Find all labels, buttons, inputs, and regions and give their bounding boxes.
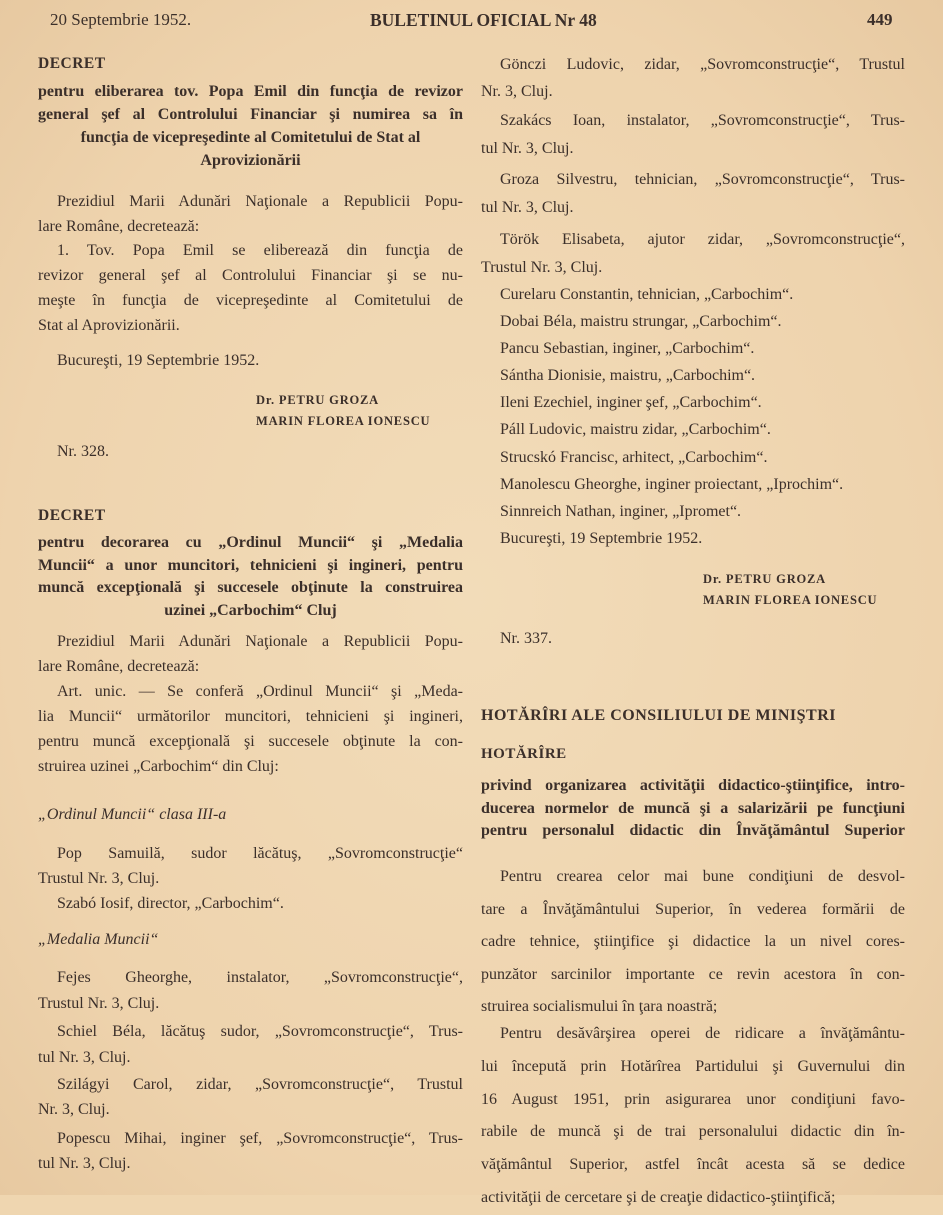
decree-1-signatures: [256, 390, 430, 432]
text-line: Groza Silvestru, tehnician, „Sovromconstrucţie“, Trus-: [500, 171, 905, 188]
decision-paragraph-2: [481, 1018, 905, 1215]
text-line: Szakács Ioan, instalator, „Sovromconstrucţie“, Trus-: [500, 112, 905, 129]
recipient-entry: [481, 226, 905, 282]
decree-2-signatures: [703, 569, 877, 611]
decree-2-title: [38, 532, 463, 600]
text-line: Manolescu Gheorghe, inginer proiectant, „Iprochim“.: [500, 475, 844, 493]
decree-2-number: Nr. 337.: [500, 630, 552, 647]
header-title: BULETINUL OFICIAL Nr 48: [370, 10, 597, 30]
recipient-entry: [38, 1072, 463, 1122]
text-line: Dr. PETRU GROZA: [256, 393, 380, 407]
text-line: Sinnreich Nathan, inginer, „Ipromet“.: [500, 502, 742, 520]
text-line: Strucskó Francisc, arhitect, „Carbochim“.: [500, 448, 768, 466]
page-number: 449: [867, 10, 893, 29]
text-line: tul Nr. 3, Cluj.: [481, 140, 574, 157]
medal-heading: „Medalia Muncii“: [38, 931, 159, 948]
decree-1-title: [38, 80, 463, 126]
text-line: muncă excepţională şi succesele obţinute la construirea: [38, 579, 463, 596]
decision-paragraph-1: [481, 861, 905, 1024]
text-line: Trustul Nr. 3, Cluj.: [38, 870, 160, 887]
text-line: văţământul Superior, astfel încât acesta să se dedice: [481, 1156, 905, 1174]
order-heading: „Ordinul Muncii“ clasa III-a: [38, 806, 227, 823]
text-line: Szilágyi Carol, zidar, „Sovromconstrucţie“, Trustul: [57, 1076, 463, 1093]
text-line: Török Elisabeta, ajutor zidar, „Sovromconstrucţie“,: [500, 231, 905, 248]
text-line: Trustul Nr. 3, Cluj.: [481, 259, 603, 276]
text-line: punzător sarcinilor importante ce revin acestora în con-: [481, 965, 905, 983]
text-line: Pentru desăvârşirea operei de ridicare a învăţământu-: [500, 1025, 905, 1042]
text-line: tul Nr. 3, Cluj.: [38, 1155, 131, 1172]
text-line: general şef al Controlului Financiar şi numirea sa în: [38, 106, 463, 123]
decree-1-article: [38, 238, 463, 338]
text-line: pentru eliberarea tov. Popa Emil din funcţia de revizor: [38, 83, 463, 100]
text-line: ducerea normelor de muncă şi a salarizării pe funcţiuni: [481, 799, 905, 817]
text-line: Trustul Nr. 3, Cluj.: [38, 995, 160, 1012]
text-line: lare Române, decretează:: [38, 658, 200, 675]
text-line: Muncii“ a unor muncitori, tehnicieni şi ingineri, pentru: [38, 556, 463, 574]
text-line: lare Române, decretează:: [38, 218, 200, 235]
text-line: Páll Ludovic, maistru zidar, „Carbochim“.: [500, 421, 771, 439]
decree-2-title-end: [38, 599, 463, 622]
header-date: 20 Septembrie 1952.: [50, 10, 192, 29]
text-line: Nr. 3, Cluj.: [481, 83, 553, 100]
text-line: Curelaru Constantin, tehnician, „Carbochim“.: [500, 286, 794, 303]
recipient-list: [500, 281, 843, 525]
text-line: Sántha Dionisie, maistru, „Carbochim“.: [500, 367, 756, 385]
text-line: MARIN FLOREA IONESCU: [703, 593, 878, 607]
text-line: tul Nr. 3, Cluj.: [38, 1049, 131, 1066]
recipient-entry: Szabó Iosif, director, „Carbochim“.: [57, 895, 284, 912]
text-line: Schiel Béla, lăcătuş sudor, „Sovromconstrucţie“, Trus-: [57, 1023, 463, 1040]
text-line: pentru decorarea cu „Ordinul Muncii“ şi „Medalia: [38, 534, 463, 551]
text-line: Prezidiul Marii Adunări Naţionale a Republicii Popu-: [57, 633, 463, 650]
text-line: pentru personalul didactic din Învăţământul Superior: [481, 822, 905, 839]
text-line: Pop Samuilă, sudor lăcătuş, „Sovromconstrucţie“: [57, 845, 463, 862]
decree-1-number: Nr. 328.: [57, 443, 109, 460]
decree-2-preamble: [38, 629, 463, 679]
decree-1-heading: DECRET: [38, 55, 106, 72]
text-line: Popescu Mihai, inginer şef, „Sovromconstrucţie“, Trus-: [57, 1130, 463, 1147]
text-line: Pentru crearea celor mai bune condiţiuni de desvol-: [500, 868, 905, 885]
text-line: privind organizarea activităţii didactico-ştiinţifice, intro-: [481, 777, 905, 794]
text-line: cadre tehnice, ştiinţifice şi didactice la un nivel cores-: [481, 933, 905, 950]
text-line: pentru muncă excepţională şi succesele obţinute la con-: [38, 733, 463, 750]
text-line: 16 August 1951, prin asigurarea unor condiţiuni favo-: [481, 1090, 905, 1108]
text-line: MARIN FLOREA IONESCU: [256, 414, 431, 428]
text-line: rabile de muncă şi de trai personalului didactic din în-: [481, 1123, 905, 1141]
text-line: lui începută prin Hotărîrea Partidului şi Guvernului din: [481, 1057, 905, 1075]
text-line: struirea socialismului în ţara noastră;: [481, 998, 718, 1015]
text-line: Pancu Sebastian, inginer, „Carbochim“.: [500, 340, 755, 358]
text-line: Dobai Béla, maistru strungar, „Carbochim“.: [500, 313, 782, 331]
section-heading: HOTĂRÎRI ALE CONSILIULUI DE MINIŞTRI: [481, 707, 836, 724]
text-line: Nr. 3, Cluj.: [38, 1101, 110, 1118]
text-line: struirea uzinei „Carbochim“ din Cluj:: [38, 758, 279, 775]
text-line: uzinei „Carbochim“ Cluj: [164, 602, 337, 619]
recipient-entry: [481, 166, 905, 222]
decree-1-date: Bucureşti, 19 Septembrie 1952.: [57, 352, 260, 369]
text-line: Aprovizionării: [200, 152, 301, 169]
recipient-entry: [38, 965, 463, 1017]
recipient-entry: [481, 107, 905, 163]
text-line: Art. unic. — Se conferă „Ordinul Muncii“ şi „Meda-: [57, 683, 463, 700]
decision-title: [481, 775, 905, 843]
text-line: meşte în funcţia de vicepreşedinte al Comitetului de: [38, 292, 463, 309]
recipient-entry: [481, 51, 905, 105]
text-line: Dr. PETRU GROZA: [703, 572, 827, 586]
text-line: Prezidiul Marii Adunări Naţionale a Republicii Popu-: [57, 193, 463, 210]
text-line: tul Nr. 3, Cluj.: [481, 199, 574, 216]
text-line: lia Muncii“ următorilor muncitori, tehnicieni şi ingineri,: [38, 708, 463, 725]
text-line: 1. Tov. Popa Emil se eliberează din funcţia de: [57, 242, 463, 259]
text-line: Fejes Gheorghe, instalator, „Sovromconstrucţie“,: [57, 969, 463, 986]
decree-2-heading: DECRET: [38, 507, 106, 524]
decree-2-date: Bucureşti, 19 Septembrie 1952.: [500, 530, 703, 547]
recipient-entry: [38, 1126, 463, 1176]
recipient-entry: [38, 1019, 463, 1071]
text-line: funcţia de vicepreşedinte al Comitetului de Stat al: [80, 129, 421, 146]
decision-heading: HOTĂRÎRE: [481, 746, 567, 762]
text-line: tare a Învăţământului Superior, în vederea formării de: [481, 900, 905, 918]
text-line: Stat al Aprovizionării.: [38, 317, 180, 334]
decree-1-title-end: [38, 126, 463, 172]
decree-2-article: [38, 679, 463, 779]
text-line: Ileni Ezechiel, inginer şef, „Carbochim“.: [500, 394, 762, 412]
text-line: activităţii de cercetare şi de creaţie didactico-ştiinţifică;: [481, 1188, 836, 1206]
recipient-entry: [38, 841, 463, 891]
text-line: Gönczi Ludovic, zidar, „Sovromconstrucţie“, Trustul: [500, 56, 905, 73]
text-line: revizor general şef al Controlului Financiar şi se nu-: [38, 267, 463, 284]
decree-1-preamble: [38, 189, 463, 239]
